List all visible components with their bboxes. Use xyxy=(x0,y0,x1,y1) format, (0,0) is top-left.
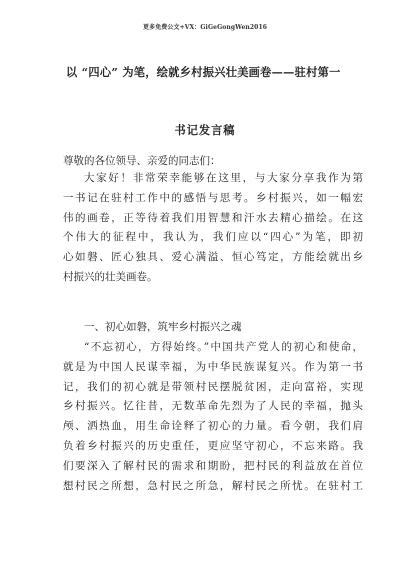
paragraph-line: 村振兴的壮美画卷。 xyxy=(63,270,158,283)
paragraph-line: 负着乡村振兴的历史重任，更应坚守初心，不忘来路。我 xyxy=(63,439,363,452)
salutation: 尊敬的各位领导、亲爱的同志们： xyxy=(63,155,221,167)
section-heading-1: 一、初心如磐，筑牢乡村振兴之魂 xyxy=(84,321,242,333)
paragraph-line: 们要深入了解村民的需求和期盼，把村民的利益放在首位 xyxy=(63,459,363,472)
paragraph-line: 大家好！非常荣幸能够在这里，与大家分享我作为第 xyxy=(84,172,363,184)
paragraph-line: 个伟大的征程中，我认为，我们应以“四心”为笔，即初 xyxy=(63,231,363,244)
paragraph-line: 记，我们的初心就是带领村民摆脱贫困，走向富裕，实现 xyxy=(63,380,363,393)
paragraph-2 xyxy=(63,338,363,496)
document-title-line-2: 书记发言稿 xyxy=(174,123,236,137)
paragraph-line: 伟的画卷，正等待着我们用智慧和汗水去精心描绘。在这 xyxy=(63,211,363,224)
paragraph-line: 心如磐、匠心独具、爱心满溢、恒心笃定，方能绘就出乡 xyxy=(63,251,363,264)
page-header-note: 更多免费公文+VX：GiGeGongWen2016 xyxy=(143,24,267,31)
paragraph-line: 颅、洒热血，用生命诠释了初心的力量。看今朝，我们肩 xyxy=(63,420,363,433)
paragraph-line: “不忘初心，方得始终。”中国共产党人的初心和使命， xyxy=(84,341,363,353)
document-title-line-1: 以 “四心” 为笔，绘就乡村振兴壮美画卷——驻村第一 xyxy=(66,65,341,79)
paragraph-line: 想村民之所想，急村民之所急，解村民之所忧。在驻村工 xyxy=(63,479,363,492)
paragraph-line: 就是为中国人民谋幸福，为中华民族谋复兴。作为第一书 xyxy=(63,360,363,373)
paragraph-line: 乡村振兴。忆往昔，无数革命先烈为了人民的幸福，抛头 xyxy=(63,400,363,413)
paragraph-line: 一书记在驻村工作中的感悟与思考。乡村振兴，如一幅宏 xyxy=(63,191,363,204)
paragraph-1 xyxy=(63,169,363,288)
